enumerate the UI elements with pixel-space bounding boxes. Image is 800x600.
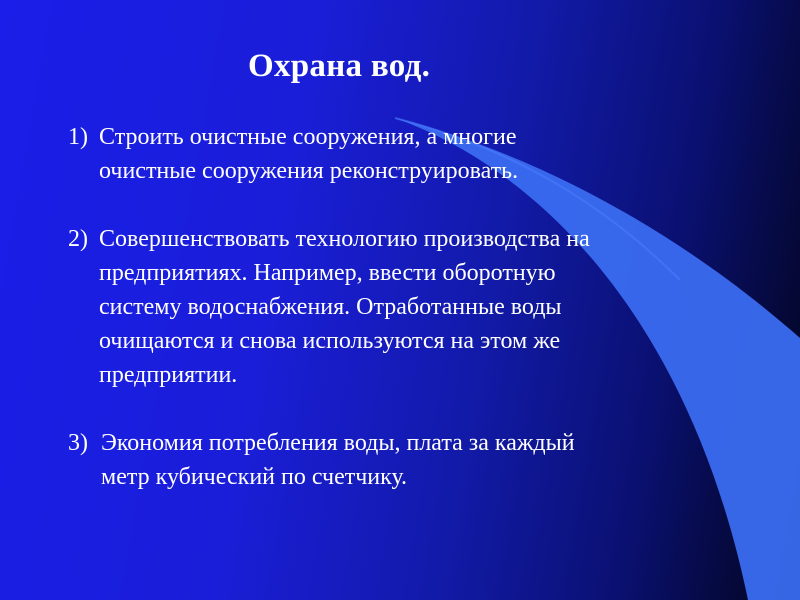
list-item-2	[68, 222, 758, 392]
slide-title: Охрана вод.	[248, 48, 431, 84]
text-line: предприятии.	[99, 362, 238, 388]
text-line: метр кубический по счетчику.	[101, 464, 408, 490]
content-list	[68, 120, 758, 528]
list-item-1	[68, 120, 758, 188]
text-line: очистные сооружения реконструировать.	[99, 158, 519, 184]
list-item-number: 1)	[68, 124, 88, 150]
text-line: Экономия потребления воды, плата за каждый	[101, 430, 575, 456]
list-item-text	[99, 120, 758, 188]
list-item-text	[101, 426, 758, 494]
text-line: очищаются и снова используются на этом же	[99, 328, 561, 354]
text-line: систему водоснабжения. Отработанные воды	[99, 294, 562, 320]
list-item-text	[99, 222, 758, 392]
text-line: Совершенствовать технологию производства на	[99, 226, 590, 252]
list-item-number: 3)	[68, 430, 88, 456]
list-item-number: 2)	[68, 226, 88, 252]
list-item-3	[68, 426, 758, 494]
text-line: предприятиях. Например, ввести оборотную	[99, 260, 556, 286]
text-line: Строить очистные сооружения, а многие	[99, 124, 517, 150]
